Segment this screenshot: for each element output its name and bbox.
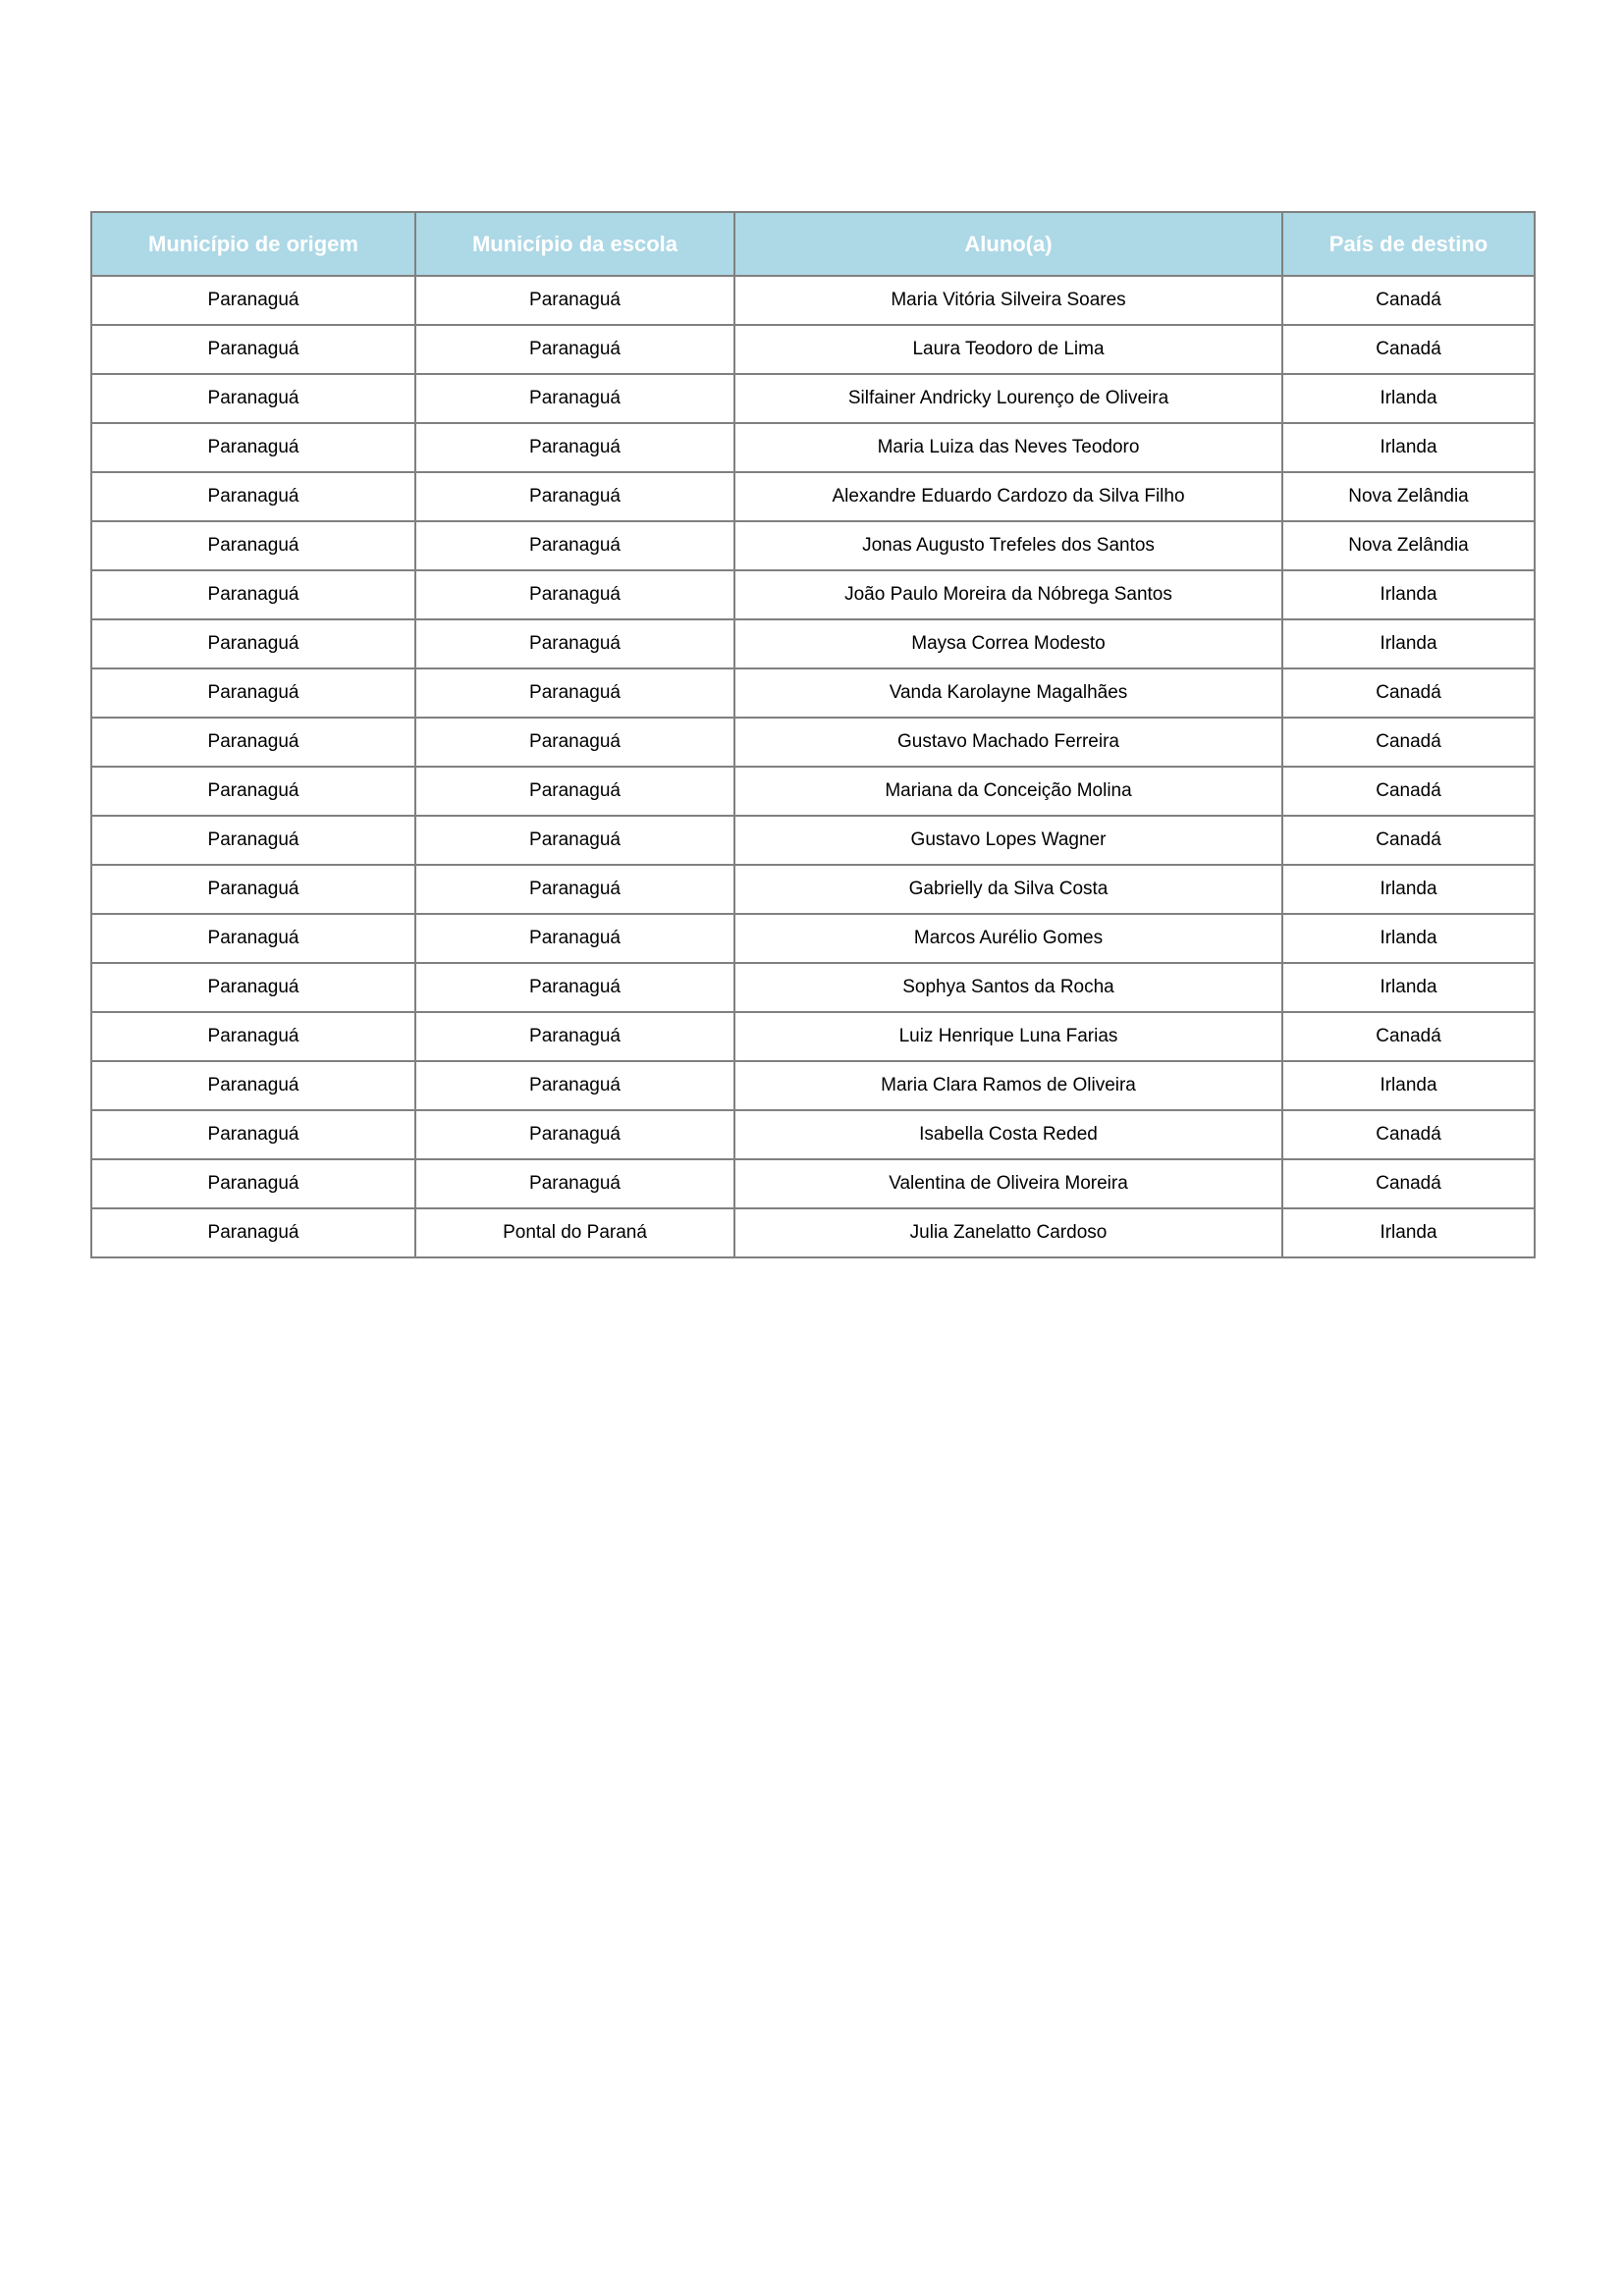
cell-country: Irlanda [1282, 619, 1535, 668]
cell-origin: Paranaguá [91, 570, 415, 619]
cell-student: Marcos Aurélio Gomes [734, 914, 1282, 963]
cell-origin: Paranaguá [91, 1110, 415, 1159]
cell-school: Paranaguá [415, 472, 734, 521]
table-row [91, 1061, 1535, 1110]
cell-origin: Paranaguá [91, 423, 415, 472]
table-row [91, 963, 1535, 1012]
cell-country: Canadá [1282, 1159, 1535, 1208]
cell-school: Paranaguá [415, 718, 734, 767]
cell-school: Paranaguá [415, 276, 734, 325]
cell-student: João Paulo Moreira da Nóbrega Santos [734, 570, 1282, 619]
cell-country: Canadá [1282, 1110, 1535, 1159]
table-row [91, 816, 1535, 865]
cell-student: Sophya Santos da Rocha [734, 963, 1282, 1012]
cell-origin: Paranaguá [91, 472, 415, 521]
cell-student: Maria Luiza das Neves Teodoro [734, 423, 1282, 472]
cell-country: Irlanda [1282, 963, 1535, 1012]
cell-origin: Paranaguá [91, 767, 415, 816]
cell-student: Maria Clara Ramos de Oliveira [734, 1061, 1282, 1110]
table-row [91, 374, 1535, 423]
table-row [91, 718, 1535, 767]
cell-student: Alexandre Eduardo Cardozo da Silva Filho [734, 472, 1282, 521]
cell-school: Paranaguá [415, 570, 734, 619]
table-row [91, 668, 1535, 718]
table-row [91, 1110, 1535, 1159]
cell-school: Paranaguá [415, 325, 734, 374]
header-cell-country: País de destino [1282, 212, 1535, 276]
cell-school: Paranaguá [415, 1110, 734, 1159]
cell-school: Paranaguá [415, 914, 734, 963]
table-row [91, 521, 1535, 570]
students-table [90, 211, 1536, 1258]
cell-country: Nova Zelândia [1282, 521, 1535, 570]
cell-origin: Paranaguá [91, 668, 415, 718]
cell-student: Vanda Karolayne Magalhães [734, 668, 1282, 718]
cell-country: Canadá [1282, 816, 1535, 865]
cell-country: Irlanda [1282, 374, 1535, 423]
header-cell-school: Município da escola [415, 212, 734, 276]
cell-country: Irlanda [1282, 570, 1535, 619]
cell-origin: Paranaguá [91, 1012, 415, 1061]
cell-student: Luiz Henrique Luna Farias [734, 1012, 1282, 1061]
table-row [91, 570, 1535, 619]
table-row [91, 1208, 1535, 1257]
table-row [91, 472, 1535, 521]
cell-school: Paranaguá [415, 1012, 734, 1061]
table-row [91, 276, 1535, 325]
cell-country: Irlanda [1282, 1208, 1535, 1257]
cell-origin: Paranaguá [91, 374, 415, 423]
table-row [91, 865, 1535, 914]
cell-origin: Paranaguá [91, 1061, 415, 1110]
cell-school: Paranaguá [415, 521, 734, 570]
header-cell-student: Aluno(a) [734, 212, 1282, 276]
cell-student: Silfainer Andricky Lourenço de Oliveira [734, 374, 1282, 423]
cell-country: Irlanda [1282, 423, 1535, 472]
cell-origin: Paranaguá [91, 1208, 415, 1257]
table-header-row [91, 212, 1535, 276]
cell-student: Laura Teodoro de Lima [734, 325, 1282, 374]
cell-school: Paranaguá [415, 865, 734, 914]
table-row [91, 1159, 1535, 1208]
cell-origin: Paranaguá [91, 619, 415, 668]
cell-country: Canadá [1282, 668, 1535, 718]
cell-country: Canadá [1282, 1012, 1535, 1061]
table-row [91, 1012, 1535, 1061]
cell-school: Paranaguá [415, 1159, 734, 1208]
cell-country: Irlanda [1282, 1061, 1535, 1110]
cell-school: Paranaguá [415, 1061, 734, 1110]
cell-country: Nova Zelândia [1282, 472, 1535, 521]
table-row [91, 423, 1535, 472]
cell-school: Pontal do Paraná [415, 1208, 734, 1257]
cell-origin: Paranaguá [91, 963, 415, 1012]
table-row [91, 767, 1535, 816]
cell-student: Gustavo Machado Ferreira [734, 718, 1282, 767]
cell-student: Isabella Costa Reded [734, 1110, 1282, 1159]
cell-student: Julia Zanelatto Cardoso [734, 1208, 1282, 1257]
cell-student: Gustavo Lopes Wagner [734, 816, 1282, 865]
cell-student: Valentina de Oliveira Moreira [734, 1159, 1282, 1208]
table-row [91, 914, 1535, 963]
cell-country: Irlanda [1282, 865, 1535, 914]
cell-school: Paranaguá [415, 423, 734, 472]
cell-school: Paranaguá [415, 374, 734, 423]
cell-origin: Paranaguá [91, 865, 415, 914]
cell-origin: Paranaguá [91, 521, 415, 570]
cell-country: Canadá [1282, 276, 1535, 325]
cell-origin: Paranaguá [91, 325, 415, 374]
cell-student: Maysa Correa Modesto [734, 619, 1282, 668]
cell-country: Irlanda [1282, 914, 1535, 963]
cell-origin: Paranaguá [91, 1159, 415, 1208]
cell-origin: Paranaguá [91, 718, 415, 767]
table-row [91, 325, 1535, 374]
cell-origin: Paranaguá [91, 276, 415, 325]
cell-student: Jonas Augusto Trefeles dos Santos [734, 521, 1282, 570]
cell-student: Gabrielly da Silva Costa [734, 865, 1282, 914]
cell-school: Paranaguá [415, 767, 734, 816]
cell-country: Canadá [1282, 767, 1535, 816]
cell-school: Paranaguá [415, 816, 734, 865]
header-cell-origin: Município de origem [91, 212, 415, 276]
cell-country: Canadá [1282, 718, 1535, 767]
cell-school: Paranaguá [415, 619, 734, 668]
cell-school: Paranaguá [415, 668, 734, 718]
table-row [91, 619, 1535, 668]
cell-student: Mariana da Conceição Molina [734, 767, 1282, 816]
cell-origin: Paranaguá [91, 816, 415, 865]
cell-country: Canadá [1282, 325, 1535, 374]
cell-student: Maria Vitória Silveira Soares [734, 276, 1282, 325]
cell-school: Paranaguá [415, 963, 734, 1012]
cell-origin: Paranaguá [91, 914, 415, 963]
